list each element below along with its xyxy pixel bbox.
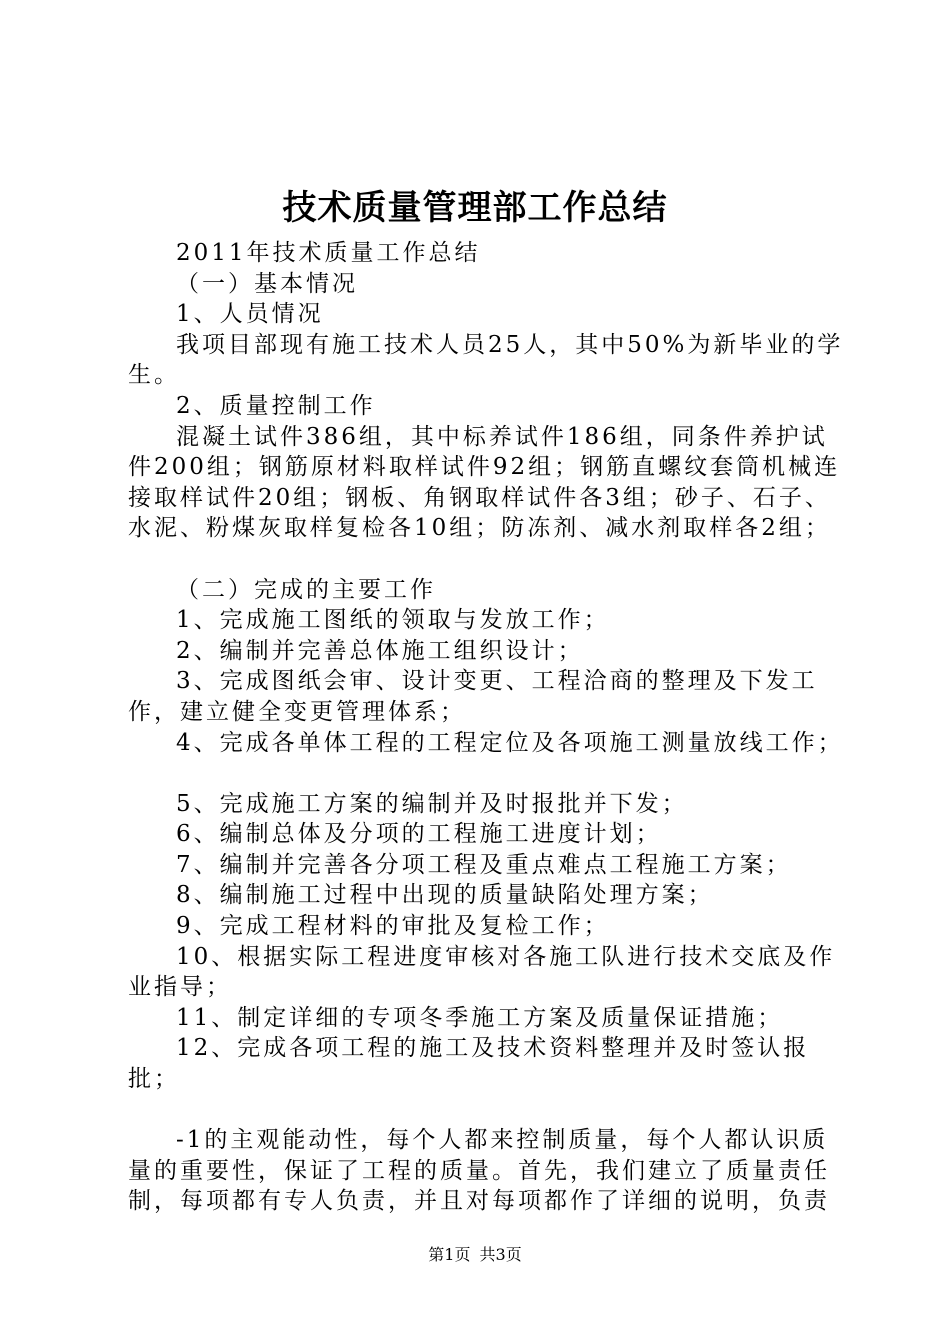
paragraph-year-summary: 2011年技术质量工作总结 — [176, 240, 481, 266]
list-item: 11、制定详细的专项冬季施工方案及质量保证措施； — [176, 1004, 784, 1031]
list-item: 3、完成图纸会审、设计变更、工程洽商的整理及下发工作，建立健全变更管理体系； — [128, 668, 818, 725]
heading-quality-control: 2、质量控制工作 — [176, 392, 376, 419]
paragraph-quality-control: 混凝土试件386组，其中标养试件186组，同条件养护试件200组；钢筋原材料取样试件92组；钢筋直螺纹套筒机械连接取样试件20组；钢板、角钢取样试件各3组；砂子、石子、水泥、粉煤灰取样复检各10组；防冻剂、减水剂取样各2组； — [128, 423, 841, 542]
list-item: 7、编制并完善各分项工程及重点难点工程施工方案； — [176, 851, 792, 878]
list-item: 4、完成各单体工程的工程定位及各项施工测量放线工作； — [176, 729, 844, 756]
document-body — [128, 238, 846, 1217]
document-title: 技术质量管理部工作总结 — [282, 188, 668, 228]
list-item: 9、完成工程材料的审批及复检工作； — [176, 913, 610, 940]
list-item: 2、编制并完善总体施工组织设计； — [176, 637, 584, 664]
heading-personnel: 1、人员情况 — [176, 301, 324, 328]
list-item: 1、完成施工图纸的领取与发放工作； — [176, 607, 610, 634]
page-number: 第1页 — [428, 1245, 471, 1264]
list-item: 12、完成各项工程的施工及技术资料整理并及时签认报批； — [128, 1035, 810, 1093]
list-item: 6、编制总体及分项的工程施工进度计划； — [176, 821, 662, 848]
list-item: 10、根据实际工程进度审核对各施工队进行技术交底及作业指导； — [128, 943, 836, 1001]
paragraph-personnel: 我项目部现有施工技术人员25人，其中50%为新毕业的学生。 — [128, 331, 844, 389]
page-footer — [0, 1244, 950, 1266]
page-total: 共3页 — [479, 1245, 522, 1264]
heading-main-work: （二）完成的主要工作 — [176, 576, 436, 603]
list-item: 5、完成施工方案的编制并及时报批并下发； — [176, 790, 688, 817]
paragraph-quality-responsibility: -1的主观能动性，每个人都来控制质量，每个人都认识质量的重要性，保证了工程的质量。首先，我们建立了质量责任制，每项都有专人负责，并且对每项都作了详细的说明，负责 — [128, 1127, 830, 1215]
list-item: 8、编制施工过程中出现的质量缺陷处理方案； — [176, 882, 714, 909]
heading-basic-situation: （一）基本情况 — [176, 270, 358, 297]
